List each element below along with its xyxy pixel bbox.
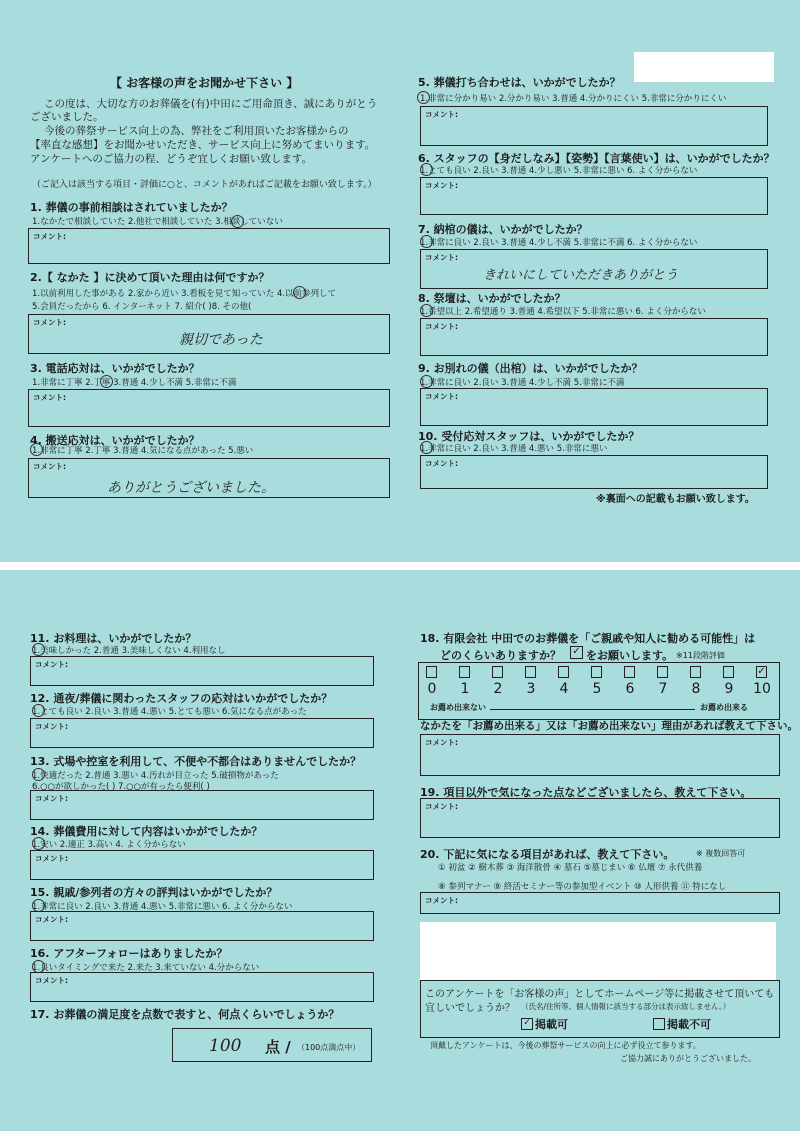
answer-circle bbox=[100, 375, 113, 388]
score-unit: 点 / bbox=[265, 1038, 291, 1056]
scale-checkbox-4[interactable] bbox=[558, 666, 569, 678]
scale-note: ※11段階評価 bbox=[676, 651, 725, 660]
scale-checkbox-9[interactable] bbox=[723, 666, 734, 678]
answer-circle bbox=[417, 91, 430, 104]
question-8-options: 1.希望以上 2.希望通り 3.普通 4.希望以下 5.非常に悪い 6. よく分からない bbox=[420, 307, 706, 317]
intro-line: ございました。 bbox=[30, 111, 104, 123]
question-3-options: 1.非常に丁寧 2.丁寧 3.普通 4.少し不満 5.非常に不満 bbox=[32, 378, 237, 388]
survey-sheet-front bbox=[0, 0, 800, 562]
survey-sheet-back bbox=[0, 570, 800, 1131]
question-15: 15. 親戚/参列者の方々の評判はいかがでしたか？ bbox=[30, 886, 278, 899]
intro-line: 【率直な感想】をお聞かせいただき、サービス向上に努めてまいります。 bbox=[30, 139, 376, 151]
redacted-area bbox=[420, 922, 776, 980]
comment-box-16[interactable]: コメント: bbox=[30, 972, 374, 1002]
comment-box-11[interactable]: コメント: bbox=[30, 656, 374, 686]
publish-no-label: 掲載不可 bbox=[667, 1018, 711, 1031]
comment-box-2[interactable]: コメント: 親切であった bbox=[28, 314, 390, 354]
scale-number-7: 7 bbox=[658, 681, 668, 697]
answer-circle bbox=[420, 163, 433, 176]
question-2-options-2: 5.会員だったから 6. インターネット 7. 紹介( )8. その他( bbox=[32, 302, 252, 312]
answer-circle bbox=[420, 304, 433, 317]
scale-arrow-icon bbox=[490, 709, 695, 710]
answer-circle bbox=[420, 375, 433, 388]
comment-box-10[interactable]: コメント: bbox=[420, 455, 768, 489]
intro-line: 今後の葬祭サービス向上の為、弊社をご利用頂いたお客様からの bbox=[44, 125, 349, 137]
scale-checkbox-5[interactable] bbox=[591, 666, 602, 678]
question-2: 2.【 なかた 】に決めて頂いた理由は何ですか？ bbox=[30, 271, 270, 284]
scale-checkbox-8[interactable] bbox=[690, 666, 701, 678]
score-box[interactable] bbox=[172, 1028, 372, 1062]
scale-low-label: お薦め出来ない bbox=[430, 703, 486, 712]
handwritten-comment: ありがとうございました。 bbox=[107, 480, 275, 496]
answer-circle bbox=[32, 837, 45, 850]
question-7-options: 1.非常に良い 2.良い 3.普通 4.少し不満 5.非常に不満 6. よく分からない bbox=[420, 238, 698, 248]
question-1-options: 1.なかたで相談していた 2.他社で相談していた 3.相談していない bbox=[32, 217, 283, 227]
scale-high-label: お薦め出来る bbox=[700, 703, 748, 712]
comment-box-3[interactable]: コメント: bbox=[28, 389, 390, 427]
question-7: 7. 納棺の儀は、いかがでしたか？ bbox=[418, 223, 588, 236]
intro-line: この度は、大切な方のお葬儀を(有)中田にご用命頂き、誠にありがとう bbox=[44, 98, 378, 110]
answer-circle bbox=[30, 443, 43, 456]
footer-line-2: ご協力誠にありがとうございました。 bbox=[620, 1054, 756, 1063]
answer-circle bbox=[32, 643, 45, 656]
question-12-options: 1.とても良い 2.良い 3.普通 4.悪い 5.とても悪い 6.気になる点があった bbox=[32, 707, 307, 717]
scale-number-9: 9 bbox=[724, 681, 734, 697]
comment-box-4[interactable]: コメント: ありがとうございました。 bbox=[28, 458, 390, 498]
question-14-options: 1.安い 2.適正 3.高い 4. よく分からない bbox=[32, 840, 186, 850]
question-11: 11. お料理は、いかがでしたか？ bbox=[30, 632, 197, 645]
question-12: 12. 通夜/葬儀に関わったスタッフの応対はいかがでしたか？ bbox=[30, 692, 333, 705]
question-17: 17. お葬儀の満足度を点数で表すと、何点くらいでしょうか？ bbox=[30, 1008, 340, 1021]
question-5-options: 1.非常に分かり易い 2.分かり易い 3.普通 4.分かりにくい 5.非常に分かりにくい bbox=[420, 94, 727, 104]
answer-circle bbox=[420, 441, 433, 454]
comment-box-7[interactable]: コメント: きれいにしていただきありがとう bbox=[420, 249, 768, 289]
question-20-items-1: ① 初盆 ② 樹木葬 ③ 海洋散骨 ④ 墓石 ⑤墓じまい ⑥ 仏壇 ⑦ 永代供養 bbox=[438, 863, 703, 873]
publish-yes-label: 掲載可 bbox=[535, 1018, 568, 1031]
question-9: 9. お別れの儀（出棺）は、いかがでしたか？ bbox=[418, 362, 643, 375]
check-sample-icon: ✓ bbox=[570, 646, 583, 659]
redacted-area bbox=[634, 52, 774, 82]
scale-checkbox-7[interactable] bbox=[657, 666, 668, 678]
comment-box-15[interactable]: コメント: bbox=[30, 911, 374, 941]
scale-checkbox-2[interactable] bbox=[492, 666, 503, 678]
reason-prompt: なかたを「お薦め出来る」又は「お薦め出来ない」理由があれば教えて下さい。 bbox=[420, 720, 798, 732]
comment-box-14[interactable]: コメント: bbox=[30, 850, 374, 880]
comment-box-20[interactable]: コメント: bbox=[420, 892, 780, 914]
question-20: 20. 下記に気になる項目があれば、教えて下さい。 bbox=[420, 848, 675, 861]
scale-number-4: 4 bbox=[559, 681, 569, 697]
comment-box-6[interactable]: コメント: bbox=[420, 177, 768, 215]
score-value: 100 bbox=[209, 1036, 242, 1056]
publish-consent-box bbox=[420, 980, 780, 1038]
scale-number-8: 8 bbox=[691, 681, 701, 697]
question-16-options: 1.良いタイミングで来た 2.来た 3.来ていない 4.分からない bbox=[32, 963, 260, 973]
question-19: 19. 項目以外で気になった点などございましたら、教えて下さい。 bbox=[420, 786, 752, 799]
question-10-options: 1.非常に良い 2.良い 3.普通 4.悪い 5.非常に悪い bbox=[420, 444, 608, 454]
question-3: 3. 電話応対は、いかがでしたか？ bbox=[30, 362, 200, 375]
scale-checkbox-6[interactable] bbox=[624, 666, 635, 678]
publish-text-1: このアンケートを「お客様の声」としてホームページ等に掲載させて頂いても bbox=[425, 989, 775, 1000]
question-16: 16. アフターフォローはありましたか？ bbox=[30, 947, 228, 960]
publish-text-2: 宜しいでしょうか？ bbox=[425, 1003, 515, 1014]
answer-circle bbox=[231, 215, 244, 228]
question-13: 13. 式場や控室を利用して、不便や不都合はありませんでしたか？ bbox=[30, 755, 362, 768]
publish-yes-checkbox[interactable]: ✓ bbox=[521, 1018, 533, 1030]
question-2-options: 1.以前利用した事がある 2.家から近い 3.看板を見て知っていた 4.以前参列して bbox=[32, 289, 337, 299]
question-5: 5. 葬儀打ち合わせは、いかがでしたか？ bbox=[418, 76, 621, 89]
scale-number-3: 3 bbox=[526, 681, 536, 697]
question-8: 8. 祭壇は、いかがでしたか？ bbox=[418, 292, 566, 305]
comment-box-1[interactable]: コメント: bbox=[28, 228, 390, 264]
intro-line: アンケートへのご協力の程、どうぞ宜しくお願い致します。 bbox=[30, 153, 313, 165]
comment-box-18[interactable]: コメント: bbox=[420, 734, 780, 776]
scale-number-6: 6 bbox=[625, 681, 635, 697]
score-note: （100点満点中） bbox=[297, 1043, 361, 1052]
question-18: 18. 有限会社 中田でのお葬儀を「ご親戚や知人に勧める可能性」は bbox=[420, 632, 756, 645]
question-18-line2: どのくらいありますか？ bbox=[440, 649, 561, 662]
question-18-check-text: をお願いします。 bbox=[586, 649, 674, 662]
scale-checkbox-3[interactable] bbox=[525, 666, 536, 678]
question-14: 14. 葬儀費用に対して内容はいかがでしたか？ bbox=[30, 825, 263, 838]
instruction-text: （ご記入は該当する項目・評価に○と、コメントがあればご記載をお願い致します。） bbox=[32, 180, 377, 190]
comment-box-8[interactable]: コメント: bbox=[420, 318, 768, 356]
question-13-options: 1.快適だった 2.普通 3.悪い 4.汚れが目立った 5.破損物があった bbox=[32, 771, 279, 781]
publish-text-3: （氏名/住所等、個人情報に該当する部分は表示致しません。） bbox=[521, 1002, 731, 1011]
comment-box-19[interactable]: コメント: bbox=[420, 798, 780, 838]
comment-box-5[interactable]: コメント: bbox=[420, 106, 768, 146]
handwritten-comment: 親切であった bbox=[179, 332, 263, 348]
handwritten-comment: きれいにしていただきありがとう bbox=[483, 268, 679, 283]
survey-title: 【 お客様の声をお聞かせ下さい 】 bbox=[110, 76, 299, 90]
question-9-options: 1.非常に良い 2.良い 3.普通 4.少し不満 5.非常に不満 bbox=[420, 378, 625, 388]
question-13-options-2: 6.○○が欲しかった( ) 7.○○が有ったら便利( ) bbox=[32, 782, 210, 792]
back-side-note: ※裏面への記載もお願い致します。 bbox=[596, 494, 755, 505]
question-10: 10. 受付応対スタッフは、いかがでしたか？ bbox=[418, 430, 640, 443]
question-20-note: ※ 複数回答可 bbox=[696, 849, 746, 858]
question-4: 4. 搬送応対は、いかがでしたか？ bbox=[30, 434, 200, 447]
question-6: 6. スタッフの【身だしなみ】【姿勢】【言葉使い】は、いかがでしたか？ bbox=[418, 152, 775, 165]
question-20-items-2: ⑧ 参列マナー ⑨ 終活セミナー等の参加型イベント ⑩ 人形供養 ⑪ 特になし bbox=[438, 882, 727, 892]
scale-checkbox-10[interactable]: ✓ bbox=[757, 666, 766, 677]
comment-box-9[interactable]: コメント: bbox=[420, 388, 768, 426]
scale-number-0: 0 bbox=[427, 681, 437, 697]
scale-number-10: 10 bbox=[753, 681, 771, 697]
footer-line-1: 頂戴したアンケートは、今後の葬祭サービスの向上に必ず役立て参ります。 bbox=[430, 1041, 701, 1050]
answer-circle bbox=[32, 704, 45, 717]
question-15-options: 1.非常に良い 2.良い 3.普通 4.悪い 5.非常に悪い 6. よく分からない bbox=[32, 902, 293, 912]
question-1: 1. 葬儀の事前相談はされていましたか？ bbox=[30, 201, 233, 214]
scale-number-2: 2 bbox=[493, 681, 503, 697]
publish-no-checkbox[interactable] bbox=[653, 1018, 665, 1030]
question-4-options: 1.非常に丁寧 2.丁寧 3.普通 4.気になる点があった 5.悪い bbox=[32, 446, 254, 456]
scale-checkbox-1[interactable] bbox=[459, 666, 470, 678]
answer-circle bbox=[420, 235, 433, 248]
scale-number-1: 1 bbox=[460, 681, 470, 697]
comment-box-12[interactable]: コメント: bbox=[30, 718, 374, 748]
question-11-options: 1.美味しかった 2.普通 3.美味しくない 4.利用なし bbox=[32, 646, 226, 656]
question-6-options: 1.とても良い 2.良い 3.普通 4.少し悪い 5.非常に悪い 6. よく分からない bbox=[420, 166, 698, 176]
comment-box-13[interactable]: コメント: bbox=[30, 790, 374, 820]
scale-checkbox-0[interactable] bbox=[426, 666, 437, 678]
answer-circle bbox=[293, 286, 306, 299]
scale-number-5: 5 bbox=[592, 681, 602, 697]
